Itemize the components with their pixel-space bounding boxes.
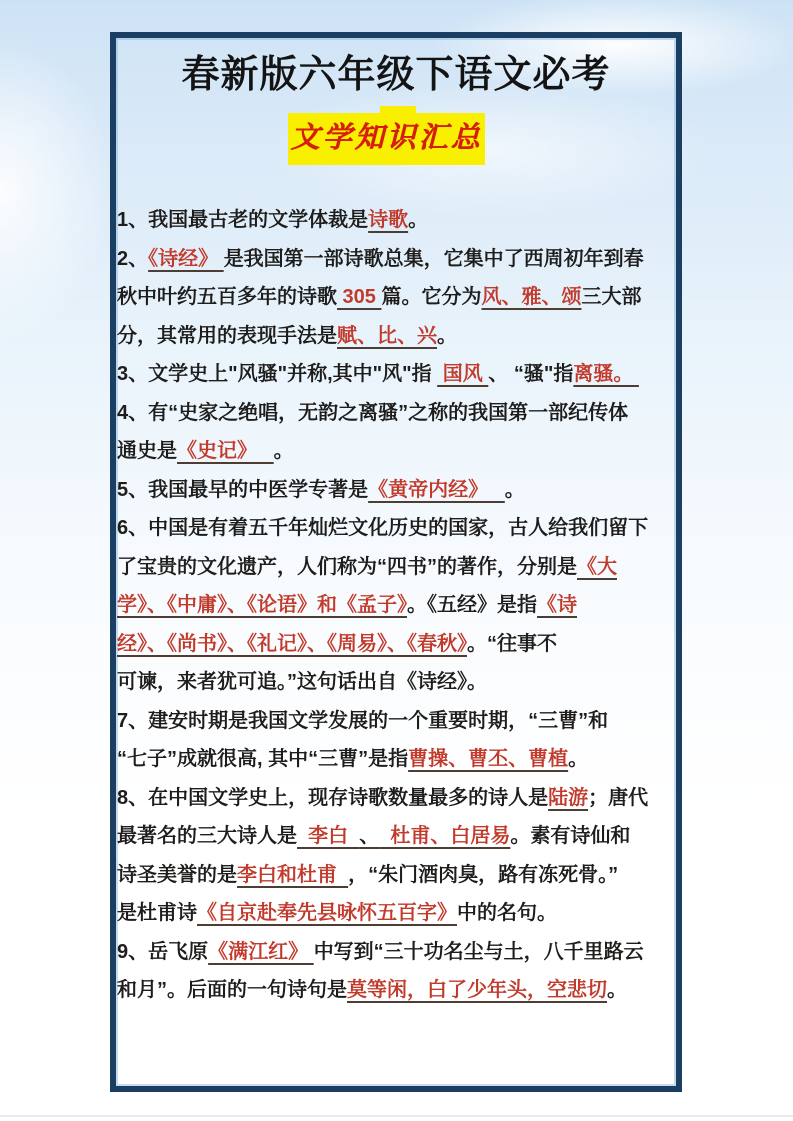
- answer-highlight: 陆游: [548, 786, 589, 809]
- text-segment: 2、: [117, 247, 149, 270]
- text-line: [117, 317, 673, 356]
- text-line: [117, 355, 673, 394]
- answer-highlight: 李白和杜甫: [237, 863, 349, 886]
- text-segment: ，“朱门酒肉臭，路有冻死骨。”: [348, 863, 619, 886]
- text-line: [117, 509, 673, 548]
- text-line: [117, 278, 673, 317]
- text-line: [117, 779, 673, 818]
- answer-highlight: 《黄帝内经》: [368, 478, 505, 501]
- answer-highlight: 《满江红》: [208, 940, 314, 963]
- answer-highlight: 305: [337, 286, 382, 308]
- subtitle-highlight-banner: [288, 113, 485, 165]
- text-segment: 是杜甫诗: [117, 902, 197, 924]
- answer-highlight: 《大: [577, 555, 617, 578]
- text-line: [117, 240, 673, 279]
- text-line: [117, 471, 673, 510]
- text-line: [117, 702, 673, 741]
- text-segment: 。: [568, 748, 589, 770]
- text-segment: 1、我国最古老的文学体裁是: [117, 209, 369, 231]
- text-segment: 、: [359, 825, 380, 847]
- text-segment: 分，其常用的表现手法是: [117, 324, 337, 347]
- text-segment: 4、有“史家之绝唱，无韵之离骚”之称的我国第一部纪传体: [117, 401, 629, 424]
- text-segment: 5、我国最早的中医学专著是: [117, 478, 369, 501]
- text-segment: 、 “骚"指: [488, 363, 574, 385]
- text-segment: 3、文学史上"风骚"并称,其中"风"指: [117, 363, 438, 385]
- text-segment: 秋中叶约五百多年的诗歌: [117, 286, 337, 308]
- text-segment: 8、在中国文学史上，现存诗歌数量最多的诗人是: [117, 786, 549, 809]
- text-segment: 。: [437, 324, 457, 347]
- text-segment: ；唐代: [588, 786, 649, 809]
- text-segment: 是我国第一部诗歌总集，它集中了西周初年到春: [223, 247, 644, 270]
- text-segment: 通史是: [117, 440, 177, 462]
- text-segment: 三大部: [581, 286, 642, 308]
- page-subtitle: 文学知识汇总: [290, 122, 483, 154]
- text-segment: 中写到“三十功名尘与土，八千里路云: [313, 940, 644, 963]
- answer-highlight: 莫等闲，白了少年头，空悲切: [347, 979, 607, 1001]
- text-segment: 。: [504, 478, 525, 501]
- text-segment: 中的名句。: [457, 902, 557, 924]
- answer-highlight: 经》、《尚书》、《礼记》、《周易》、《春秋》: [117, 632, 467, 655]
- answer-highlight: 风、雅、颂: [481, 286, 582, 308]
- text-segment: 7、建安时期是我国文学发展的一个重要时期，“三曹”和: [117, 709, 609, 732]
- text-line: [117, 201, 673, 240]
- text-segment: 。“往事不: [467, 632, 557, 655]
- answer-highlight: 国风: [437, 363, 489, 385]
- text-segment: 篇。它分为: [381, 286, 482, 308]
- text-line: [117, 625, 673, 664]
- text-segment: 。《五经》是指: [407, 594, 537, 616]
- text-segment: 6、中国是有着五千年灿烂文化历史的国家，古人给我们留下: [117, 517, 649, 539]
- text-line: [117, 933, 673, 972]
- text-segment: 。: [607, 979, 627, 1001]
- answer-highlight: 《史记》: [177, 440, 274, 462]
- text-line: [117, 432, 673, 471]
- text-line: [117, 894, 673, 933]
- text-line: [117, 817, 673, 856]
- answer-highlight: 《自京赴奉先县咏怀五百字》: [197, 902, 457, 924]
- answer-highlight: 赋、比、兴: [337, 324, 437, 347]
- text-segment: 。素有诗仙和: [510, 825, 631, 847]
- text-line: [117, 548, 673, 587]
- text-line: [117, 971, 673, 1010]
- answer-highlight: 《诗经》: [148, 247, 224, 270]
- text-segment: 9、岳飞原: [117, 940, 209, 963]
- answer-highlight: 曹操、曹丕、曹植: [408, 748, 569, 770]
- text-line: [117, 586, 673, 625]
- answer-highlight: 李白: [297, 825, 360, 847]
- page-title: 春新版六年级下语文必考: [181, 54, 611, 96]
- text-segment: 。: [408, 209, 429, 231]
- answer-highlight: 《诗: [537, 594, 577, 616]
- text-segment: 。: [273, 440, 294, 462]
- knowledge-lines: [117, 201, 673, 1010]
- text-segment: 和月”。后面的一句诗句是: [117, 979, 347, 1001]
- text-segment: 了宝贵的文化遗产，人们称为“四书”的著作，分别是: [117, 555, 577, 578]
- text-line: [117, 394, 673, 433]
- text-line: [117, 740, 673, 779]
- text-segment: 最著名的三大诗人是: [117, 825, 297, 847]
- text-segment: 可谏，来者犹可追。”这句话出自《诗经》。: [117, 671, 487, 693]
- answer-highlight: 学》、《中庸》、《论语》和《孟子》: [117, 594, 407, 616]
- text-segment: 诗圣美誉的是: [117, 863, 237, 886]
- answer-highlight: 杜甫、白居易: [379, 825, 511, 847]
- text-line: [117, 663, 673, 702]
- answer-highlight: 诗歌: [368, 209, 409, 231]
- page-bottom-edge: [0, 1115, 793, 1117]
- text-line: [117, 856, 673, 895]
- answer-highlight: 离骚。: [573, 363, 639, 385]
- text-segment: “七子”成就很高, 其中“三曹”是指: [117, 748, 409, 770]
